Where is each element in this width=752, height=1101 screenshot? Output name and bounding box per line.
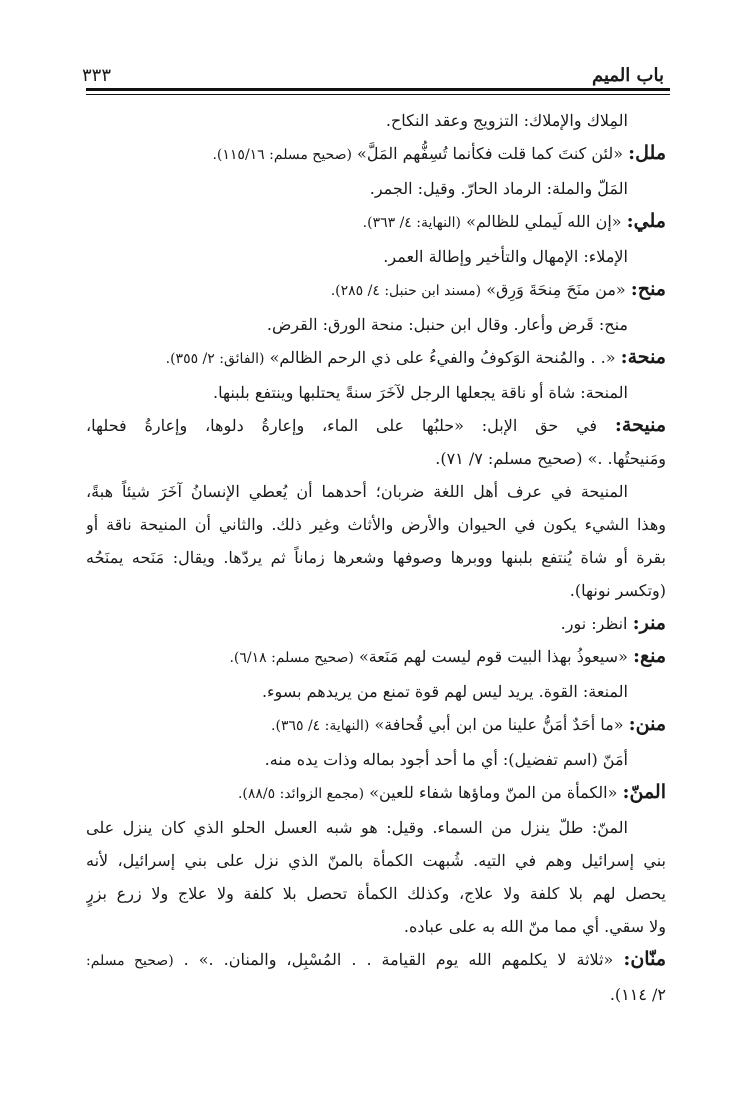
entry-headword: منيحة:: [614, 414, 666, 436]
entry-citation: «الكمأة من المنّ وماؤها شفاء للعين»: [369, 783, 618, 802]
entry-headword: منع:: [632, 645, 666, 667]
entry-headword: المنّ:: [622, 781, 666, 803]
entry-source: (صحيح مسلم:: [86, 953, 174, 969]
text-line: ٢/ ١١٤).: [609, 985, 666, 1004]
chapter-title: باب الميم: [591, 65, 664, 86]
text-line: ومَنيحتُها. .» (صحيح مسلم: ٧/ ٧١).: [435, 449, 666, 468]
entry-line: [86, 776, 666, 811]
entry-headword: منّان:: [623, 948, 666, 970]
text-line: ولا سقي. أي مما منّ الله به على عباده.: [403, 917, 666, 936]
text-line: بقرة أو شاة يُنتفع بلبنها ووبرها وصوفها وشعرها زماناً ثم يردّها. ويقال: مَنَحه يمنَحُه: [86, 548, 666, 567]
entry-citation: «لئن كنتَ كما قلت فكأنما تُسِفُّهم المَلَّ»: [357, 144, 624, 163]
entry-citation: «سيعوذُ بهذا البيت قوم ليست لهم مَنَعة»: [358, 647, 628, 666]
entry-source: (مسند ابن حنبل: ٤/ ٢٨٥).: [330, 283, 482, 299]
entry-line: [86, 640, 666, 675]
entry-line: [86, 205, 666, 240]
entry-line: [86, 409, 666, 442]
text-line: وهذا الشيء يكون في الحيوان والأرض والأثاث وغير ذلك. والثاني أن المنيحة ناقة أو: [86, 515, 666, 534]
running-head: [82, 58, 664, 86]
dictionary-body: [86, 104, 666, 1011]
page-number: ٣٣٣: [82, 65, 112, 86]
entry-citation: «ثلاثة لا يكلمهم الله يوم القيامة . . المُسْبِل، والمنان. .» .: [183, 950, 614, 969]
entry-headword: منن:: [628, 713, 666, 735]
entry-headword: منحة:: [620, 346, 666, 368]
entry-source: (الفائق: ٢/ ٣٥٥).: [165, 351, 265, 367]
entry-citation: في حق الإبل: «حلبُها على الماء، وإعارةُ دلوها، وإعارةُ فحلها،: [86, 416, 598, 435]
entry-source: (صحيح مسلم: ١١٥/١٦).: [212, 147, 352, 163]
text-line: المِلاك والإملاك: التزويج وعقد النكاح.: [385, 111, 628, 130]
entry-headword: ملل:: [628, 142, 666, 164]
text-line: المَلّ والملة: الرماد الحارّ. وقيل: الجمر.: [369, 179, 628, 198]
text-line: المنّ: طلّ ينزل من السماء. وقيل: هو شبه العسل الحلو الذي كان ينزل على: [86, 818, 628, 837]
text-line: (وتكسر نونها).: [569, 581, 666, 600]
header-rule-thin: [86, 94, 670, 95]
entry-headword: منح:: [630, 278, 666, 300]
entry-source: (مجمع الزوائد: ٨٨/٥).: [237, 786, 365, 802]
text-line: أمَنّ (اسم تفضيل): أي ما أحد أجود بماله وذات يده منه.: [264, 750, 628, 769]
entry-source: (النهاية: ٤/ ٣٦٣).: [362, 215, 461, 231]
entry-source: (صحيح مسلم: ٦/١٨).: [229, 650, 354, 666]
entry-line: [86, 708, 666, 743]
entry-headword: منر:: [632, 612, 666, 634]
entry-citation: «من منَحَ مِنحَةَ وَرِق»: [486, 280, 626, 299]
entry-line: [86, 943, 666, 978]
text-line: يحصل لهم بلا كلفة ولا علاج، وكذلك الكمأة تحصل بلا كلفة ولا علاج ولا زرع بزرٍ: [86, 884, 666, 903]
entry-citation: «ما أحَدٌ أمَنُّ علينا من ابن أبي قُحافة»: [374, 715, 624, 734]
entry-citation: «إن الله لَيملي للظالم»: [466, 212, 622, 231]
entry-line: [86, 273, 666, 308]
text-line: المنعة: القوة. يريد ليس لهم قوة تمنع من يريدهم بسوء.: [261, 682, 628, 701]
text-line: المنحة: شاة أو ناقة يجعلها الرجل لآخَرَ سنةً يحتلبها وينتفع بلبنها.: [213, 383, 628, 402]
header-rule-thick: [86, 88, 670, 91]
text-line: المنيحة في عرف أهل اللغة ضربان؛ أحدهما أن يُعطي الإنسانُ آخَرَ شيئاً هبةً،: [86, 482, 628, 501]
text-line: الإملاء: الإمهال والتأخير وإطالة العمر.: [383, 247, 628, 266]
text-line: منح: قَرض وأعار. وقال ابن حنبل: منحة الورق: القرض.: [266, 315, 628, 334]
entry-citation: انظر: نور.: [560, 614, 628, 633]
text-line: بني إسرائيل وهم في التيه. شُبهت الكمأة بالمنّ الذي نزل على بني إسرائيل، لأنه: [86, 851, 666, 870]
entry-line: [86, 341, 666, 376]
entry-headword: ملي:: [626, 210, 666, 232]
entry-line: [86, 607, 666, 640]
entry-line: [86, 137, 666, 172]
entry-source: (النهاية: ٤/ ٣٦٥).: [271, 718, 370, 734]
entry-citation: «. . والمُنحة الوَكوفُ والفيءُ على ذي الرحم الظالم»: [269, 348, 616, 367]
